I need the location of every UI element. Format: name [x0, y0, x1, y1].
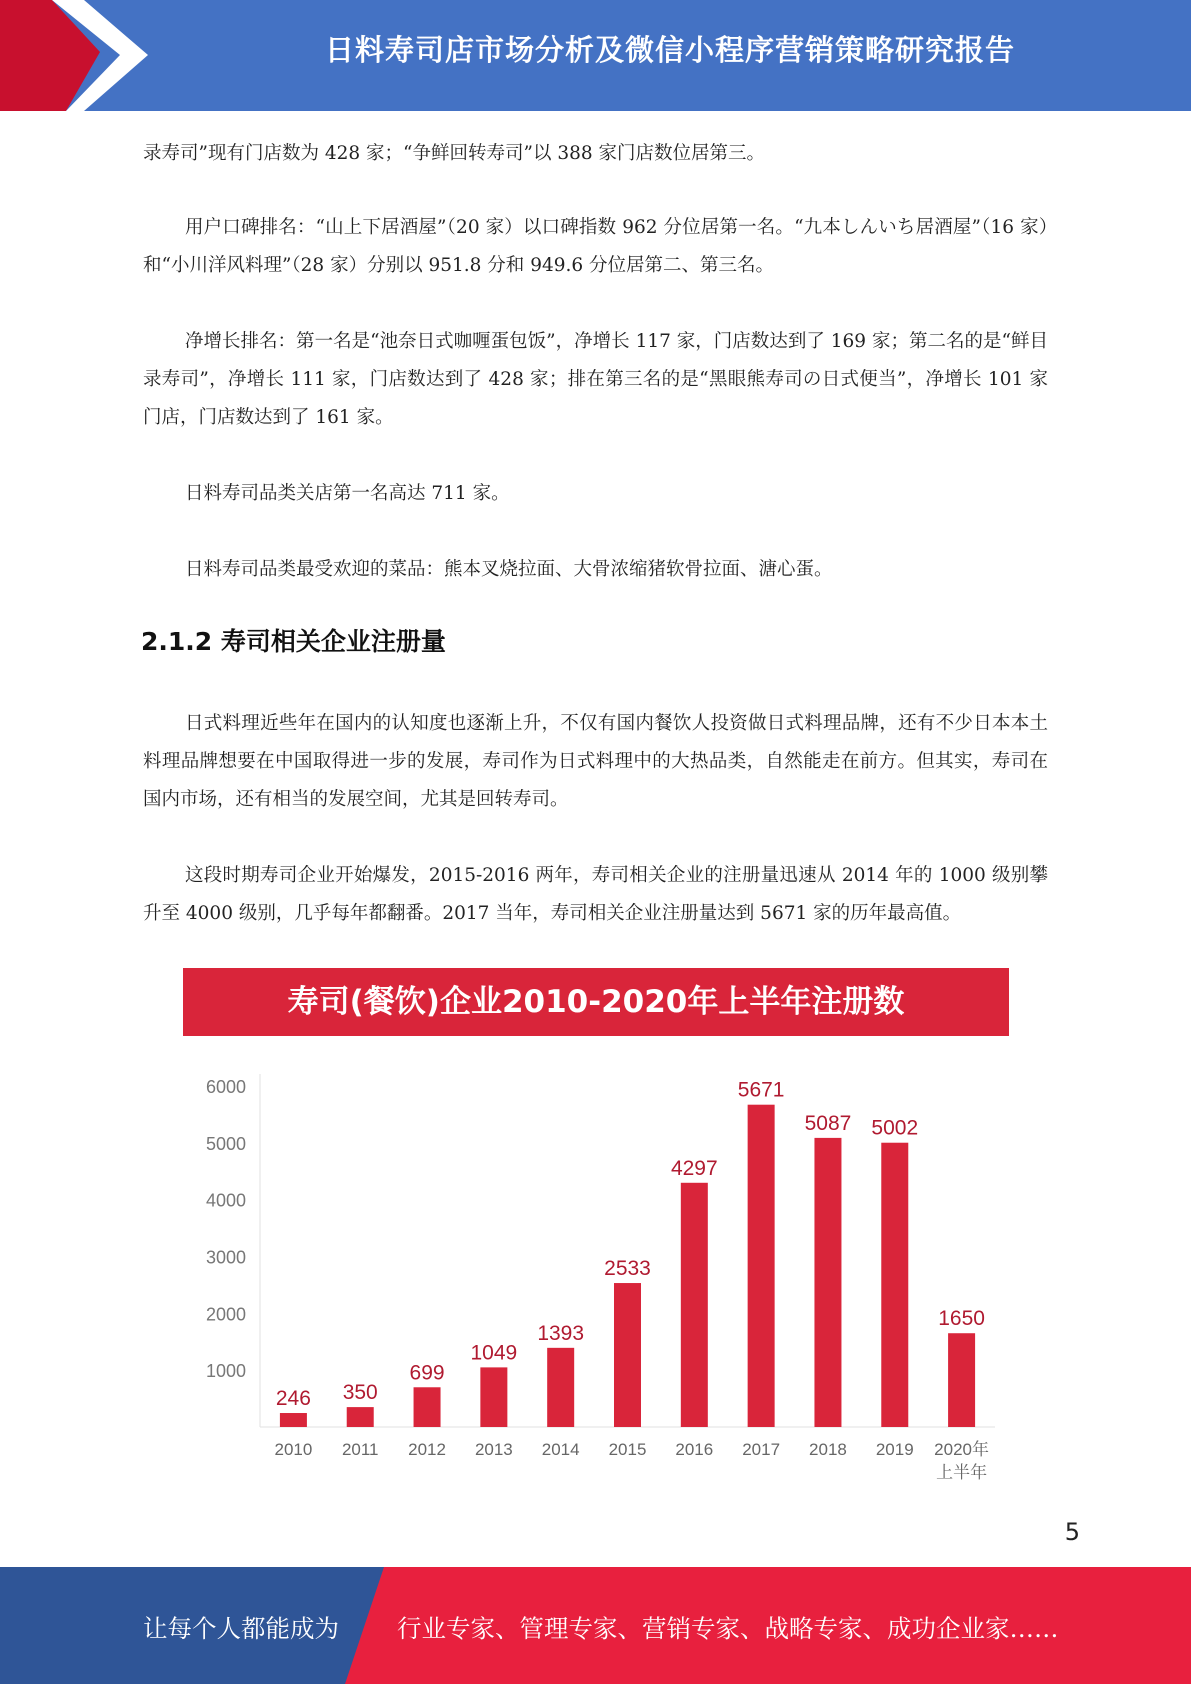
x-tick-label: 2019	[875, 1440, 914, 1459]
footer-bar	[0, 1567, 1191, 1684]
y-tick-label: 3000	[205, 1247, 246, 1268]
y-tick-label: 1000	[205, 1361, 246, 1382]
x-tick-label: 2017	[742, 1440, 781, 1459]
paragraph-japanese-cuisine: 日式料理近些年在国内的认知度也逐渐上升，不仅有国内餐饮人投资做日式料理品牌，还有不少日本本土料理品牌想要在中国取得进一步的发展，寿司作为日式料理中的大热品类，自然能走在前方。但其实，寿司在国内市场，还有相当的发展空间，尤其是回转寿司。	[143, 713, 1048, 810]
bar	[614, 1283, 641, 1427]
bar-value-label: 246	[275, 1387, 311, 1411]
footer-slogan-right: 行业专家、管理专家、营销专家、战略专家、成功企业家……	[397, 1614, 1059, 1643]
bar	[547, 1348, 574, 1427]
bar-value-label: 5002	[871, 1116, 919, 1140]
bar	[948, 1333, 975, 1427]
bar	[748, 1105, 775, 1427]
paragraph-store-count: 录寿司”现有门店数为 428 家；“争鲜回转寿司”以 388 家门店数位居第三。	[143, 143, 766, 164]
bar-value-label: 5087	[804, 1111, 852, 1135]
page-number: 5	[1064, 1518, 1080, 1546]
bar-value-label: 1049	[470, 1341, 518, 1365]
x-tick-label: 2020年上半年	[934, 1440, 990, 1482]
bar	[681, 1183, 708, 1427]
bar-value-label: 4297	[670, 1156, 718, 1180]
paragraph-registration-growth: 这段时期寿司企业开始爆发，2015-2016 两年，寿司相关企业的注册量迅速从 2014 年的 1000 级别攀升至 4000 级别，几乎每年都翻番。2017 当年，寿司相关企业注册量达到 5671 家的历年最高值。	[143, 865, 1048, 924]
paragraph-reputation-ranking: 用户口碑排名：“山上下居酒屋”（20 家）以口碑指数 962 分位居第一名。“九本しんいち居酒屋”（16 家）和“小川洋风料理”（28 家）分别以 951.8 分和 949.6 分位居第二、第三名。	[143, 217, 1048, 276]
x-tick-label: 2010	[274, 1440, 313, 1459]
paragraph-popular-dishes: 日料寿司品类最受欢迎的菜品：熊本叉烧拉面、大骨浓缩猪软骨拉面、溏心蛋。	[185, 559, 833, 580]
footer-slogan-left: 让每个人都能成为	[143, 1614, 339, 1643]
bar-value-label: 350	[342, 1381, 378, 1405]
bar-value-label: 1650	[938, 1307, 985, 1331]
bar-value-label: 2533	[604, 1257, 651, 1281]
bar	[814, 1138, 841, 1427]
chart-plot	[180, 968, 1010, 1488]
header-bar	[0, 0, 1191, 111]
chart-title: 寿司(餐饮)企业2010-2020年上半年注册数	[183, 968, 1009, 1036]
y-tick-label: 5000	[205, 1133, 246, 1154]
x-tick-label: 2011	[341, 1440, 379, 1459]
paragraph-closures: 日料寿司品类关店第一名高达 711 家。	[185, 483, 510, 504]
x-tick-label: 2018	[809, 1440, 847, 1459]
x-tick-label: 2014	[541, 1440, 580, 1459]
bar	[881, 1143, 908, 1427]
section-heading: 2.1.2 寿司相关企业注册量	[141, 627, 446, 656]
x-tick-label: 2013	[474, 1440, 513, 1459]
bar-value-label: 699	[409, 1361, 445, 1385]
bar	[414, 1387, 441, 1427]
bar-value-label: 5671	[737, 1078, 785, 1102]
bar	[280, 1413, 307, 1427]
registration-bar-chart	[180, 968, 1010, 1488]
y-tick-label: 2000	[205, 1304, 246, 1325]
x-tick-label: 2012	[408, 1440, 446, 1459]
paragraph-net-growth-ranking: 净增长排名：第一名是“池奈日式咖喱蛋包饭”，净增长 117 家，门店数达到了 169 家；第二名的是“鲜目录寿司”，净增长 111 家，门店数达到了 428 家；排在第三名的是“黑眼熊寿司の日式便当”，净增长 101 家门店，门店数达到了 161 家。	[143, 331, 1048, 428]
report-title: 日料寿司店市场分析及微信小程序营销策略研究报告	[324, 33, 1015, 67]
bar	[480, 1367, 507, 1427]
bar	[347, 1407, 374, 1427]
x-tick-label: 2015	[608, 1440, 647, 1459]
bar-value-label: 1393	[537, 1321, 585, 1345]
x-tick-label: 2016	[675, 1440, 714, 1459]
y-tick-label: 4000	[205, 1190, 246, 1211]
y-tick-label: 6000	[205, 1077, 246, 1097]
